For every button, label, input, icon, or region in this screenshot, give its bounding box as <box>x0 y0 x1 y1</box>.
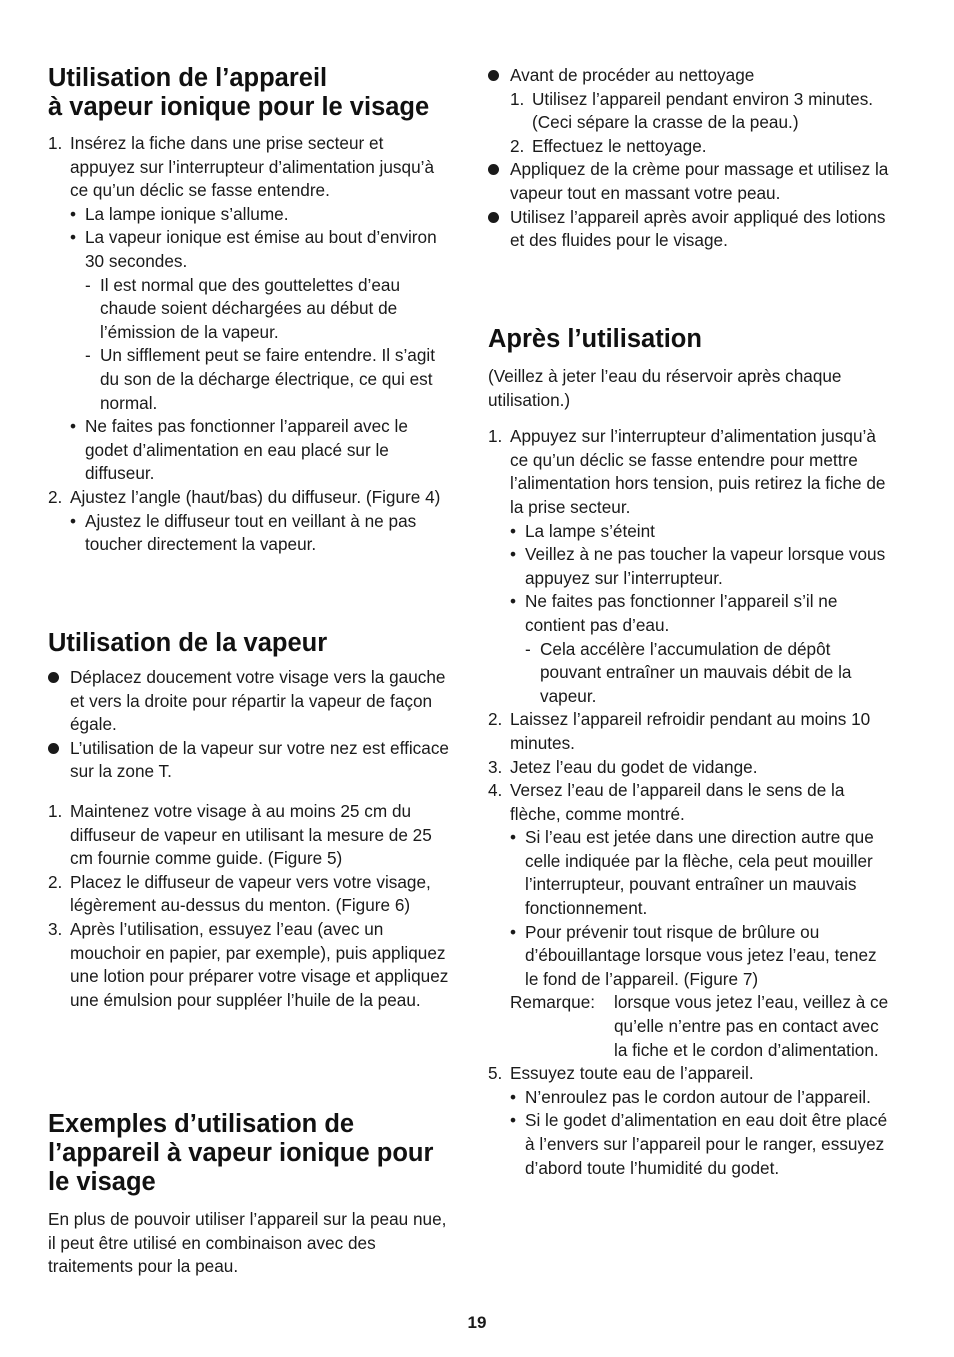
section-steam-use <box>48 629 450 1012</box>
item-text: Maintenez votre visage à au moins 25 cm du diffuseur de vapeur en utilisant la mesure de 25 cm fournie comme guide. (Figure 5) <box>70 800 432 869</box>
item-number: 2. <box>488 709 503 730</box>
remark-text: lorsque vous jetez l’eau, veillez à ce qu’elle n’entre pas en contact avec la fiche et le cordon d’alimentation. <box>614 992 889 1060</box>
section-title: Après l’utilisation <box>488 325 702 353</box>
bullet-item: • La vapeur ionique est émise au bout d’environ 30 secondes. - Il est normal que des gouttelettes d’eau chaude soient déchargées au début de l’émission de la vapeur. - Un sifflement peut se faire entendre. Il s’agit du son de la décharge électrique, ce qui est normal. <box>70 226 450 415</box>
bullet-item: • Si l’eau est jetée dans une direction autre que celle indiquée par la flèche, cela peut mouiller l’interrupteur, pouvant entraîner un mauvais fonctionnement. <box>510 827 874 919</box>
bullet-item: • Ajustez le diffuseur tout en veillant à ne pas toucher directement la vapeur. <box>70 510 417 555</box>
item-number: 3. <box>488 756 503 777</box>
list-item <box>488 708 893 755</box>
item-number: 2. <box>510 135 525 156</box>
dot-text: Avant de procéder au nettoyage <box>510 65 755 85</box>
bullet-item: • La lampe s’éteint <box>510 520 655 541</box>
dot-item <box>48 737 450 784</box>
bullet-list <box>510 826 893 991</box>
list-item <box>48 918 450 1012</box>
bullet-list <box>70 510 450 557</box>
section-title-line: à vapeur ionique pour le visage <box>48 93 430 121</box>
item-number: 3. <box>48 918 63 939</box>
bullet-item: • Ne faites pas fonctionner l’appareil s’il ne contient pas d’eau. - Cela accélère l’accumulation de dépôt pouvant entraîner un mauvais débit de la vapeur. <box>510 590 893 708</box>
list-item <box>510 135 893 159</box>
section-ionic-steamer-use <box>48 64 450 557</box>
item-text: Laissez l’appareil refroidir pendant au moins 10 minutes. <box>510 709 871 753</box>
list-item <box>510 88 893 135</box>
bullet-text: Pour prévenir tout risque de brûlure ou d’ébouillantage lorsque vous jetez l’eau, tenez le fond de l’appareil. (Figure 7) <box>525 921 877 989</box>
dot-list <box>48 666 450 784</box>
dot-item <box>488 158 893 205</box>
bullet-list <box>70 203 450 486</box>
dot-text: Appliquez de la crème pour massage et utilisez la vapeur tout en massant votre peau. <box>510 159 889 203</box>
dash-item: - Il est normal que des gouttelettes d’eau chaude soient déchargées au début de l’émission de la vapeur. <box>85 274 401 342</box>
item-number: 1. <box>488 426 503 447</box>
section-cleaning-tips <box>488 64 893 253</box>
list-item <box>48 486 450 557</box>
item-text: Insérez la fiche dans une prise secteur et appuyez sur l’interrupteur d’alimentation jusqu’à ce qu’un déclic se fasse entendre. <box>70 133 435 201</box>
remark-label: Remarque: <box>510 992 596 1013</box>
dash-text: Un sifflement peut se faire entendre. Il s’agit du son de la décharge électrique, ce qui est normal. <box>100 345 436 413</box>
section-note: (Veillez à jeter l’eau du réservoir après chaque utilisation.) <box>488 366 842 410</box>
item-text: Essuyez toute eau de l’appareil. <box>510 1063 754 1084</box>
section-after-use <box>488 325 893 1180</box>
item-number: 2. <box>48 486 63 507</box>
dash-text: Cela accélère l’accumulation de dépôt pouvant entraîner un mauvais débit de la vapeur. <box>540 638 852 706</box>
dash-list <box>85 274 450 416</box>
bullet-dot <box>488 212 499 223</box>
remark <box>510 991 893 1062</box>
item-text: Ajustez l’angle (haut/bas) du diffuseur. (Figure 4) <box>70 486 441 507</box>
page-number: 19 <box>467 1313 487 1332</box>
list-item <box>488 425 893 708</box>
bullet-list <box>510 520 893 709</box>
section-title: Exemples d’utilisation de l’appareil à vapeur ionique pour le visage <box>48 1110 434 1196</box>
bullet-item: • Veillez à ne pas toucher la vapeur lorsque vous appuyez sur l’interrupteur. <box>510 544 886 588</box>
bullet-item: • Ne faites pas fonctionner l’appareil avec le godet d’alimentation en eau placé sur le diffuseur. <box>70 416 408 484</box>
bullet-text: Si le godet d’alimentation en eau doit être placé à l’envers sur l’appareil pour le ranger, essuyez d’abord toute l’humidité du godet. <box>525 1110 888 1178</box>
dash-list <box>525 638 893 709</box>
bullet-text: Si l’eau est jetée dans une direction autre que celle indiquée par la flèche, cela peut mouiller l’interrupteur, pouvant entraîner un mauvais fonctionnement. <box>525 827 874 919</box>
list-item <box>488 756 893 780</box>
dot-item <box>48 666 450 737</box>
bullet-item: • Pour prévenir tout risque de brûlure ou d’ébouillantage lorsque vous jetez l’eau, tenez le fond de l’appareil. (Figure 7) <box>510 921 877 989</box>
section-title: Utilisation de la vapeur <box>48 629 328 657</box>
dot-list <box>488 64 893 253</box>
bullet-dot <box>488 164 499 175</box>
item-number: 4. <box>488 780 503 801</box>
dash-text: Il est normal que des gouttelettes d’eau chaude soient déchargées au début de l’émission de la vapeur. <box>100 274 401 342</box>
dash-item: - Cela accélère l’accumulation de dépôt pouvant entraîner un mauvais débit de la vapeur. <box>525 638 852 706</box>
dot-item <box>488 206 893 253</box>
dash-item: - Un sifflement peut se faire entendre. Il s’agit du son de la décharge électrique, ce qui est normal. <box>85 345 436 413</box>
list-item <box>488 779 893 1062</box>
item-number: 1. <box>48 800 63 821</box>
item-text: Utilisez l’appareil pendant environ 3 minutes. (Ceci sépare la crasse de la peau.) <box>532 88 874 133</box>
numbered-list <box>488 425 893 1180</box>
list-item <box>488 1062 893 1180</box>
list-item <box>48 871 450 918</box>
bullet-item: • N’enroulez pas le cordon autour de l’appareil. <box>510 1086 871 1107</box>
item-text: Après l’utilisation, essuyez l’eau (avec un mouchoir en papier, par exemple), puis appliquez une lotion pour préparer votre visage et appliquez une émulsion pour suppléer l’huile de la peau. <box>70 918 449 1010</box>
item-text: Appuyez sur l’interrupteur d’alimentation jusqu’à ce qu’un déclic se fasse entendre pour mettre l’alimentation hors tension, puis retirez la fiche de la prise secteur. <box>510 426 886 517</box>
list-item <box>48 800 450 871</box>
numbered-list <box>48 800 450 1012</box>
bullet-dot <box>488 70 499 81</box>
bullet-text: N’enroulez pas le cordon autour de l’appareil. <box>525 1086 871 1107</box>
section-paragraph: En plus de pouvoir utiliser l’appareil sur la peau nue, il peut être utilisé en combinaison avec des traitements pour la peau. <box>48 1209 447 1277</box>
dot-text: L’utilisation de la vapeur sur votre nez est efficace sur la zone T. <box>70 737 449 782</box>
bullet-text: La lampe s’éteint <box>525 520 655 541</box>
bullet-item: • La lampe ionique s’allume. <box>70 203 289 224</box>
item-number: 1. <box>48 133 63 153</box>
bullet-text: Veillez à ne pas toucher la vapeur lorsque vous appuyez sur l’interrupteur. <box>525 544 886 588</box>
item-number: 5. <box>488 1063 503 1084</box>
item-text: Jetez l’eau du godet de vidange. <box>510 756 758 777</box>
item-text: Effectuez le nettoyage. <box>532 135 707 156</box>
item-text: Placez le diffuseur de vapeur vers votre visage, légèrement au-dessus du menton. (Figure 6) <box>70 871 431 916</box>
bullet-text: Ajustez le diffuseur tout en veillant à ne pas toucher directement la vapeur. <box>85 510 417 555</box>
numbered-list <box>48 132 450 557</box>
section-title <box>48 64 450 122</box>
dot-text: Déplacez doucement votre visage vers la gauche et vers la droite pour répartir la vapeur de façon égale. <box>70 667 446 735</box>
bullet-text: Ne faites pas fonctionner l’appareil s’il ne contient pas d’eau. <box>525 591 838 635</box>
section-title-line: Utilisation de l’appareil <box>48 64 328 92</box>
item-text: Versez l’eau de l’appareil dans le sens de la flèche, comme montré. <box>510 780 845 824</box>
bullet-list <box>510 1086 893 1180</box>
dot-text: Utilisez l’appareil après avoir appliqué des lotions et des fluides pour le visage. <box>510 206 886 251</box>
bullet-dot <box>48 743 59 754</box>
numbered-list <box>510 88 893 159</box>
bullet-text: La vapeur ionique est émise au bout d’environ 30 secondes. <box>85 227 437 271</box>
section-examples <box>48 1110 450 1279</box>
bullet-dot <box>48 672 59 683</box>
bullet-item: • Si le godet d’alimentation en eau doit être placé à l’envers sur l’appareil pour le ranger, essuyez d’abord toute l’humidité du godet. <box>510 1110 888 1178</box>
item-number: 1. <box>510 88 525 109</box>
list-item <box>48 132 450 486</box>
dot-item <box>488 64 893 158</box>
bullet-text: Ne faites pas fonctionner l’appareil avec le godet d’alimentation en eau placé sur le diffuseur. <box>85 416 408 484</box>
bullet-text: La lampe ionique s’allume. <box>85 203 289 224</box>
item-number: 2. <box>48 871 63 892</box>
